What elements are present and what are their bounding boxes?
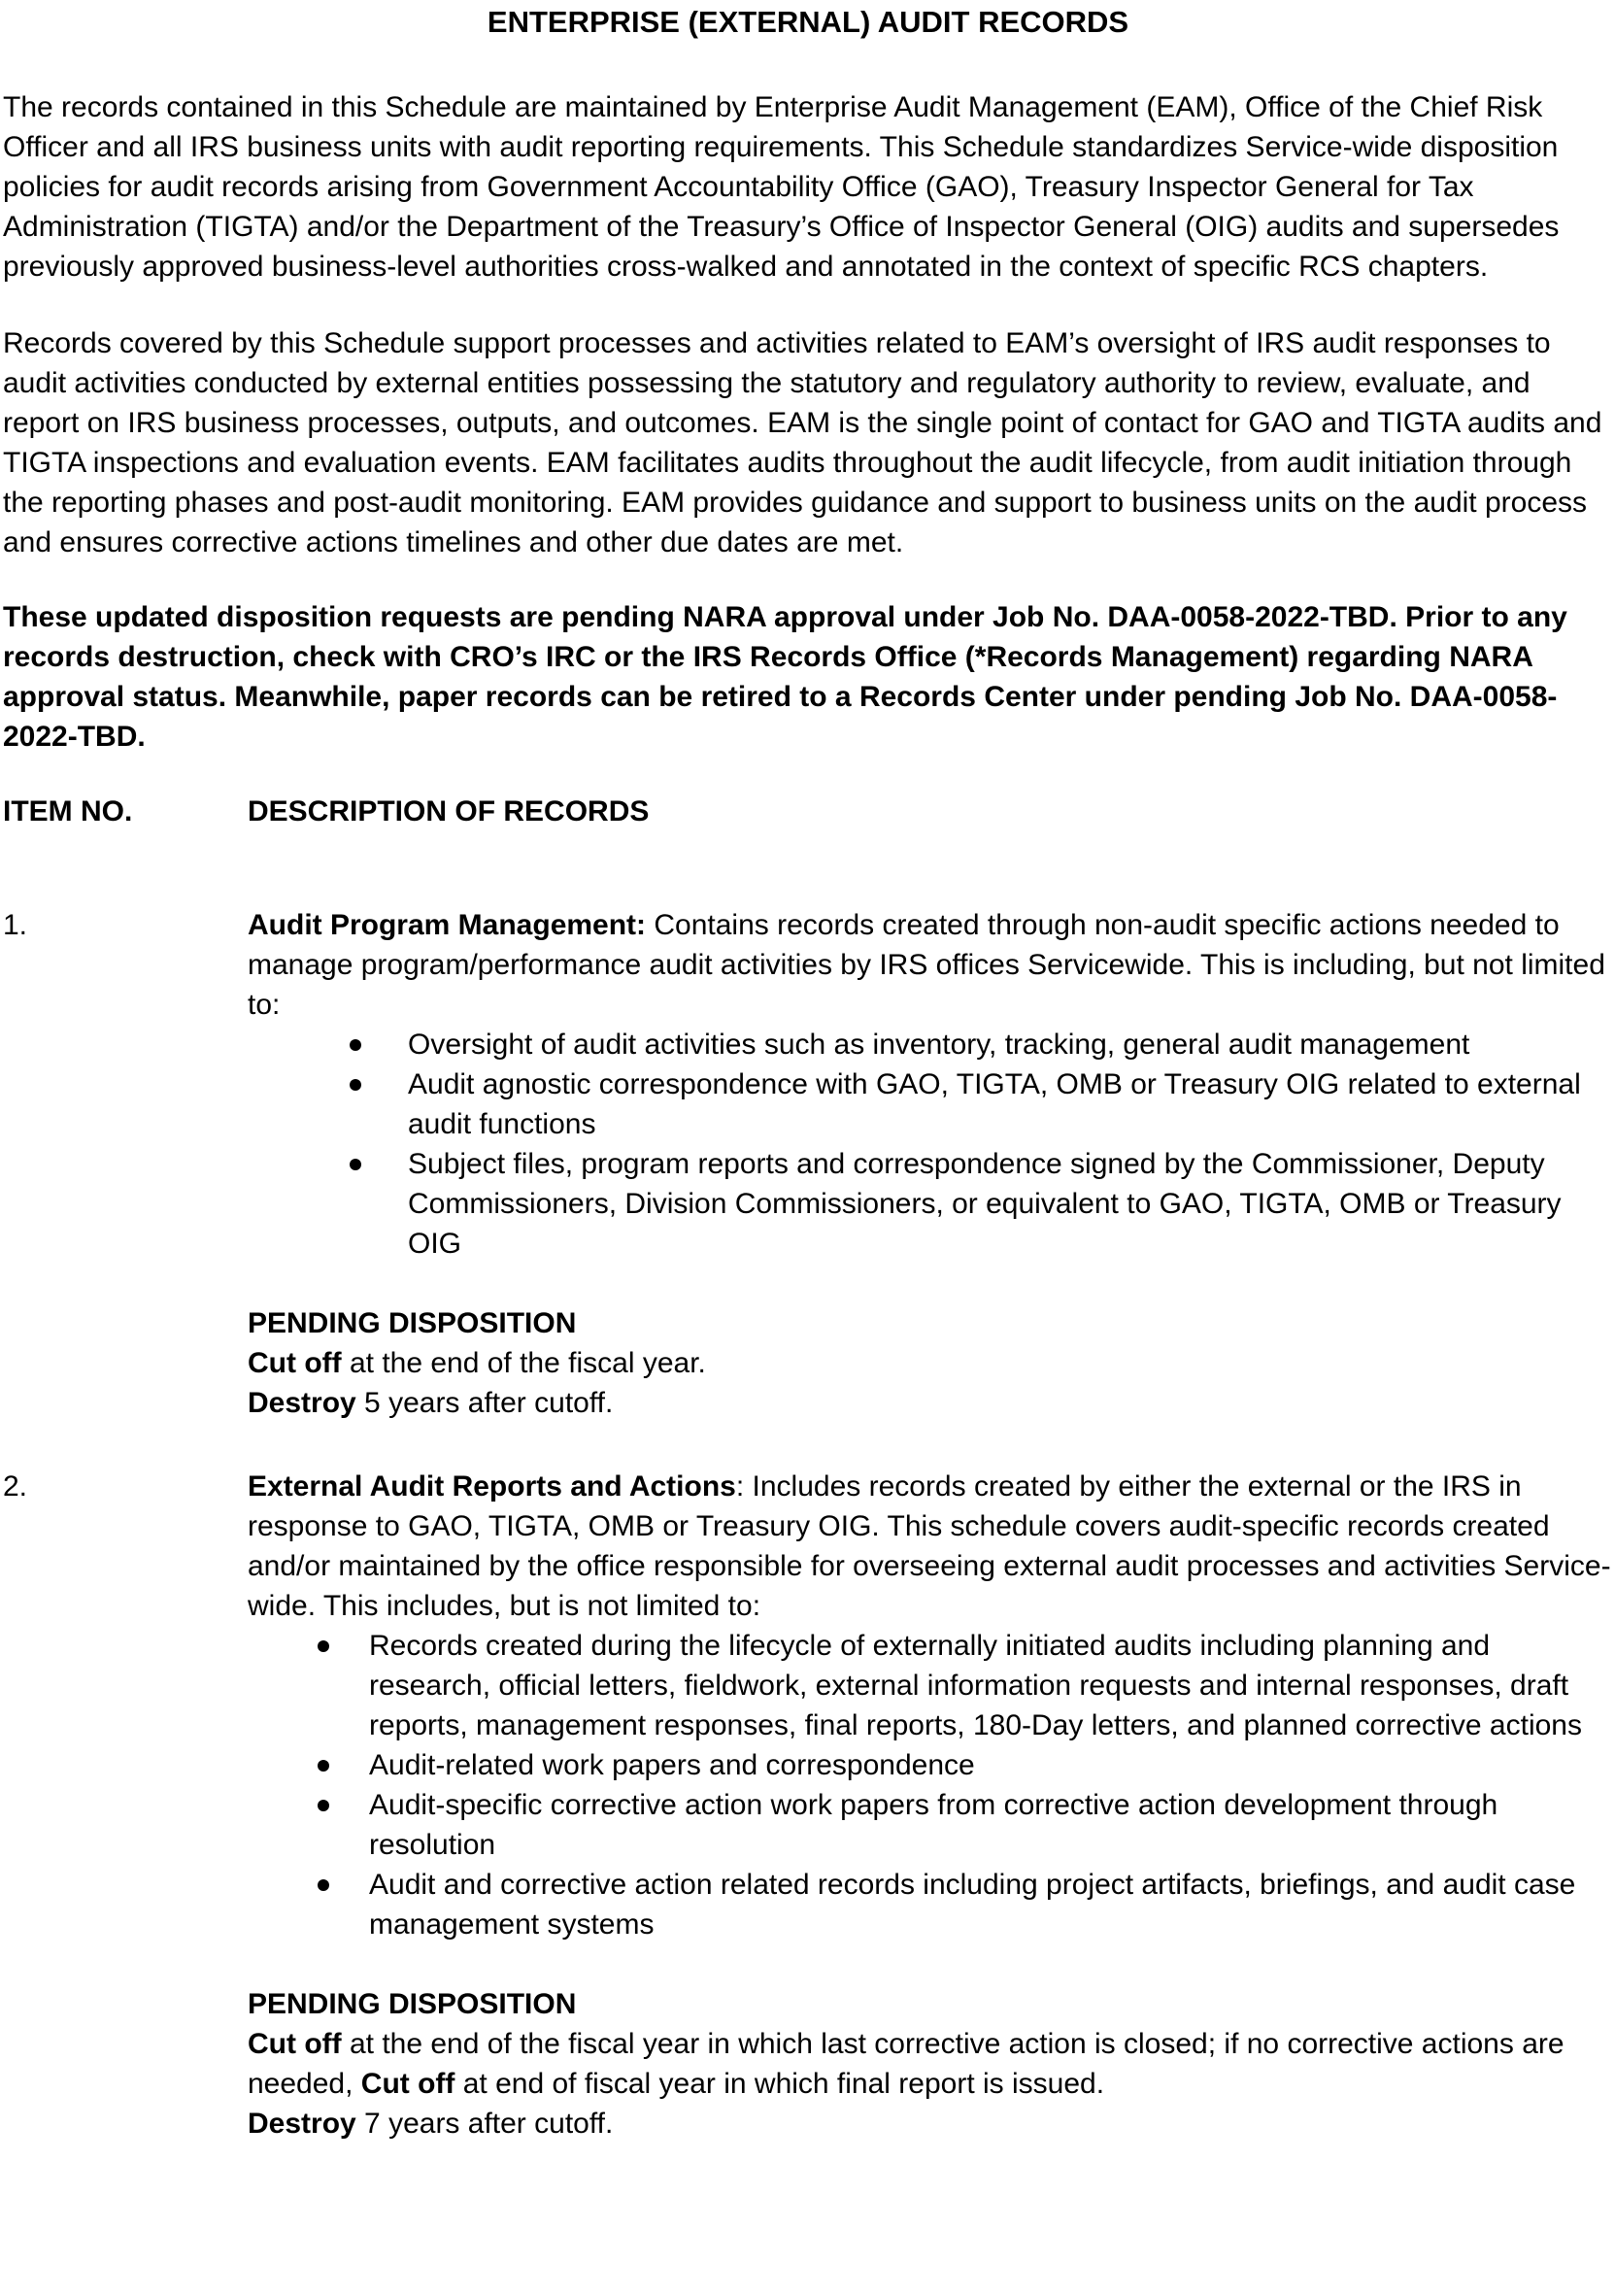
bold-text-segment: Destroy — [248, 1387, 356, 1419]
records-table-header — [3, 792, 1613, 831]
record-item-2 — [3, 1467, 1613, 2144]
record-item-1 — [3, 905, 1613, 1423]
bold-text-segment: Cut off — [248, 1347, 342, 1379]
bullet-item: Oversight of audit activities such as inventory, tracking, general audit management — [248, 1025, 1613, 1064]
intro-paragraph-1: The records contained in this Schedule are maintained by Enterprise Audit Management (EAM), Office of the Chief Risk Officer and all IRS business units with audit reporting requirements. This Schedule standardizes Service-wide disposition policies for audit records arising from Government Accountability Office (GAO), Treasury Inspector General for Tax Administration (TIGTA) and/or the Department of the Treasury’s Office of Inspector General (OIG) audits and supersedes previously approved business-level authorities cross-walked and annotated in the context of specific RCS chapters. — [3, 91, 1560, 283]
item-lead-paragraph — [248, 905, 1613, 1025]
text-segment: 7 years after cutoff. — [355, 2108, 614, 2140]
destroy-line — [248, 1383, 1613, 1423]
bullet-item: Audit and corrective action related records including project artifacts, briefings, and audit case management systems — [248, 1865, 1613, 1944]
nara-approval-notice: These updated disposition requests are pending NARA approval under Job No. DAA-0058-2022-TBD. Prior to any records destruction, check with CRO’s IRC or the IRS Records Office (*Records Management) regarding NARA approval status. Meanwhile, paper records can be retired to a Records Center under pending Job No. DAA-0058-2022-TBD. — [3, 601, 1567, 753]
bullet-item: Records created during the lifecycle of externally initiated audits including planning and research, official letters, fieldwork, external information requests and internal responses, draft reports, management responses, final reports, 180-Day letters, and planned corrective actions — [248, 1626, 1613, 1745]
bullet-list — [248, 1025, 1613, 1264]
cutoff-line — [248, 1343, 1613, 1383]
item-heading: External Audit Reports and Actions — [248, 1470, 736, 1503]
item-heading: Audit Program Management: — [248, 909, 647, 941]
cutoff-line — [248, 2024, 1613, 2104]
bold-text-segment: Cut off — [248, 2028, 342, 2060]
item-number: 1. — [3, 909, 28, 941]
item-number: 2. — [3, 1470, 28, 1503]
item-description — [248, 1467, 1613, 2144]
bullet-list — [248, 1626, 1613, 1944]
text-segment: at end of fiscal year in which final report is issued. — [454, 2068, 1105, 2100]
pending-disposition-heading: PENDING DISPOSITION — [248, 1307, 577, 1339]
item-description — [248, 905, 1613, 1423]
text-segment: at the end of the fiscal year. — [341, 1347, 706, 1379]
item-lead-text: Contains records created through non-audit specific actions needed to manage program/performance audit activities by IRS offices Servicewide. This is including, but not limited to: — [248, 909, 1605, 1021]
bold-text-segment: Destroy — [248, 2108, 356, 2140]
bullet-item: Subject files, program reports and correspondence signed by the Commissioner, Deputy Commissioners, Division Commissioners, or equivalent to GAO, TIGTA, OMB or Treasury OIG — [248, 1144, 1613, 1264]
pending-disposition-heading: PENDING DISPOSITION — [248, 1988, 577, 2020]
bullet-item: Audit-related work papers and correspondence — [248, 1745, 1613, 1785]
text-segment: 5 years after cutoff. — [355, 1387, 614, 1419]
document-title: ENTERPRISE (EXTERNAL) AUDIT RECORDS — [487, 5, 1129, 39]
intro-paragraph-2: Records covered by this Schedule support processes and activities related to EAM’s oversight of IRS audit responses to audit activities conducted by external entities possessing the statutory and regulatory authority to review, evaluate, and report on IRS business processes, outputs, and outcomes. EAM is the single point of contact for GAO and TIGTA audits and TIGTA inspections and evaluation events. EAM facilitates audits throughout the audit lifecycle, from audit initiation through the reporting phases and post-audit monitoring. EAM provides guidance and support to business units on the audit process and ensures corrective actions timelines and other due dates are met. — [3, 327, 1602, 558]
description-column-header: DESCRIPTION OF RECORDS — [248, 795, 650, 827]
bullet-item: Audit-specific corrective action work papers from corrective action development through resolution — [248, 1785, 1613, 1865]
text-segment: at the end of the fiscal year in which last corrective action is closed; if no corrective actions are needed, — [248, 2028, 1565, 2100]
item-no-column-header: ITEM NO. — [3, 795, 133, 827]
bullet-item: Audit agnostic correspondence with GAO, TIGTA, OMB or Treasury OIG related to external audit functions — [248, 1064, 1613, 1144]
item-lead-paragraph — [248, 1467, 1613, 1626]
bold-text-segment: Cut off — [360, 2068, 455, 2100]
item-lead-text: : Includes records created by either the external or the IRS in response to GAO, TIGTA, OMB or Treasury OIG. This schedule covers audit-specific records created and/or maintained by the office responsible for overseeing external audit processes and activities Service-wide. This includes, but is not limited to: — [248, 1470, 1611, 1622]
destroy-line — [248, 2104, 1613, 2144]
